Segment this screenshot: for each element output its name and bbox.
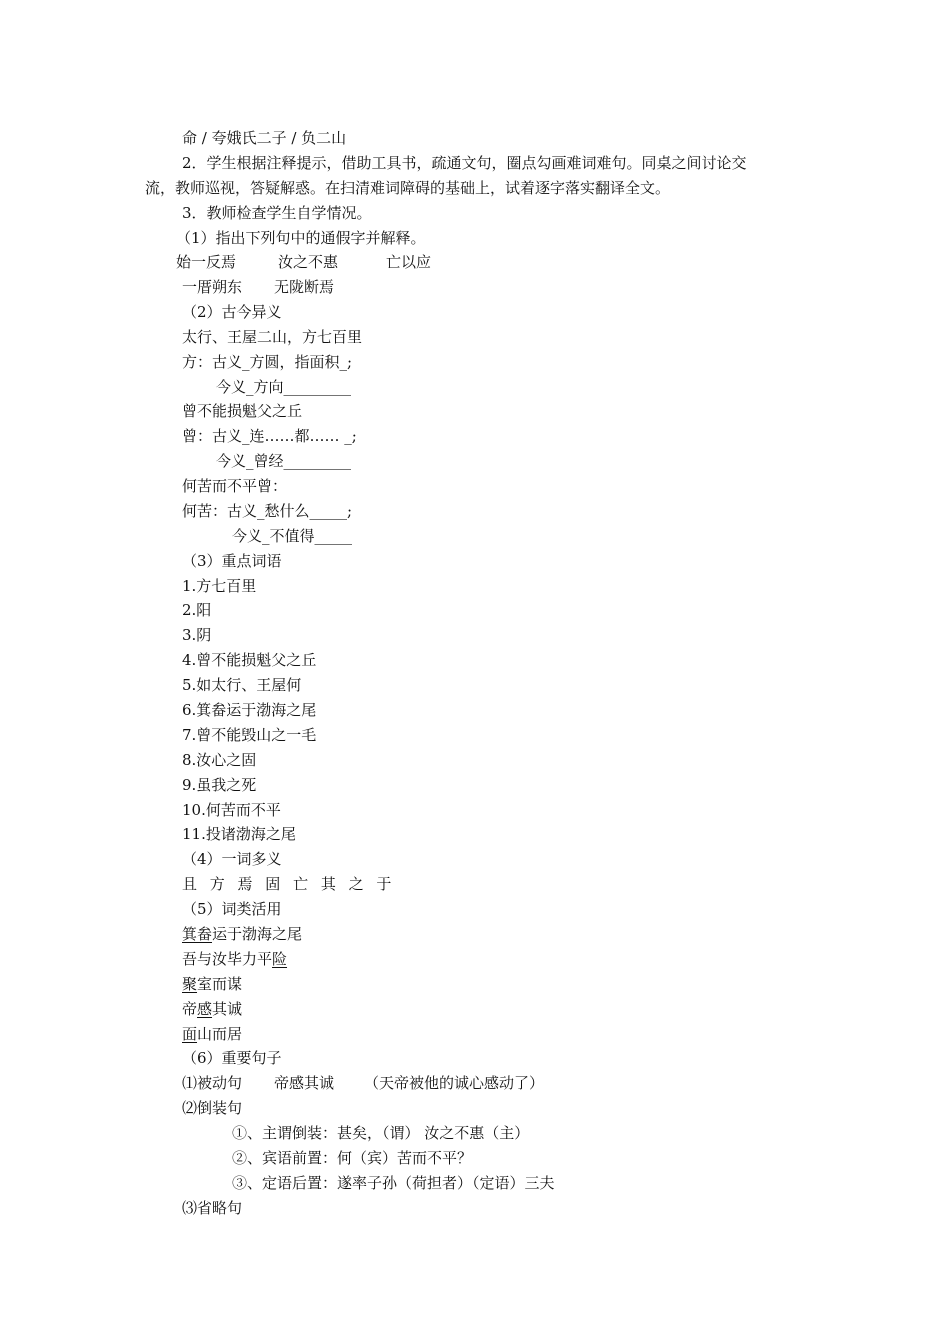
text-line: ⑵倒装句 <box>182 1099 243 1117</box>
text-line <box>182 924 302 944</box>
text-line: 今义_方向_________ <box>216 378 352 396</box>
text-line: 今义_曾经_________ <box>216 452 352 470</box>
section-heading: （6）重要句子 <box>182 1049 282 1067</box>
section-heading: （5）词类活用 <box>182 900 282 918</box>
list-item: 7.曾不能毁山之一毛 <box>182 726 317 744</box>
phrase: ⑴被动句 <box>182 1074 243 1092</box>
phrase: 始一反焉 <box>176 253 237 271</box>
list-item: 10.何苦而不平 <box>182 801 281 819</box>
phrase: 室而谋 <box>197 975 243 993</box>
underlined-word: 聚 <box>182 975 198 993</box>
underlined-word: 面 <box>182 1025 198 1043</box>
phrase: 帝 <box>182 1000 198 1018</box>
section-heading: （1）指出下列句中的通假字并解释。 <box>176 229 426 247</box>
list-item: 2.阳 <box>182 601 212 619</box>
phrase: （天帝被他的诚心感动了） <box>364 1074 545 1092</box>
text-line: 曾：古义_连……都…… _; <box>182 427 357 445</box>
list-item: 9.虽我之死 <box>182 776 257 794</box>
text-line: 3．教师检查学生自学情况。 <box>182 204 372 222</box>
phrase: 一厝朔东 <box>182 278 243 296</box>
list-item: 4.曾不能损魁父之丘 <box>182 651 317 669</box>
text-line: 且 方 焉 固 亡 其 之 于 <box>182 875 396 893</box>
text-line: ①、主谓倒装：甚矣，（谓） 汝之不惠（主） <box>232 1124 530 1142</box>
text-line: ③、定语后置：遂率子孙（荷担者）（定语）三夫 <box>232 1174 555 1192</box>
text-line <box>182 1024 242 1044</box>
text-line: 曾不能损魁父之丘 <box>182 402 303 420</box>
text-line: 方：古义_方圆，指面积_; <box>182 353 353 371</box>
list-item: 11.投诸渤海之尾 <box>182 825 296 843</box>
underlined-word: 箕畚 <box>182 925 213 943</box>
text-line: 2．学生根据注释提示，借助工具书，疏通文句，圈点勾画难词难句。同桌之间讨论交 <box>182 154 747 172</box>
list-item: 6.箕畚运于渤海之尾 <box>182 701 317 719</box>
text-line <box>176 252 431 272</box>
text-line: 何苦：古义_愁什么_____; <box>182 502 353 520</box>
text-line: 何苦而不平曾： <box>182 477 288 495</box>
phrase: 运于渤海之尾 <box>212 925 303 943</box>
section-heading: （3）重点词语 <box>182 552 282 570</box>
phrase: 亡以应 <box>386 253 432 271</box>
phrase: 山而居 <box>197 1025 243 1043</box>
phrase: 其诚 <box>212 1000 243 1018</box>
text-line <box>182 999 242 1019</box>
list-item: 5.如太行、王屋何 <box>182 676 302 694</box>
text-line <box>182 974 242 994</box>
text-line <box>182 949 287 969</box>
phrase: 无陇断焉 <box>274 278 335 296</box>
text-line <box>182 277 334 297</box>
text-line: 太行、王屋二山，方七百里 <box>182 328 363 346</box>
text-line: ②、宾语前置：何（宾）苦而不平？ <box>232 1149 473 1167</box>
text-line <box>182 1073 544 1093</box>
underlined-word: 险 <box>272 950 288 968</box>
section-heading: （2）古今异义 <box>182 303 282 321</box>
phrase: 汝之不惠 <box>278 253 339 271</box>
list-item: 3.阴 <box>182 626 212 644</box>
underlined-word: 感 <box>197 1000 213 1018</box>
text-line: 流，教师巡视，答疑解惑。在扫清难词障碍的基础上，试着逐字落实翻译全文。 <box>145 179 671 197</box>
list-item: 1.方七百里 <box>182 577 257 595</box>
list-item: 8.汝心之固 <box>182 751 257 769</box>
text-line: 今义_不值得_____ <box>232 527 353 545</box>
phrase: 吾与汝毕力平 <box>182 950 273 968</box>
text-line: 命 / 夸娥氏二子 / 负二山 <box>182 129 347 147</box>
phrase: 帝感其诚 <box>274 1074 335 1092</box>
section-heading: （4）一词多义 <box>182 850 282 868</box>
text-line: ⑶省略句 <box>182 1199 243 1217</box>
